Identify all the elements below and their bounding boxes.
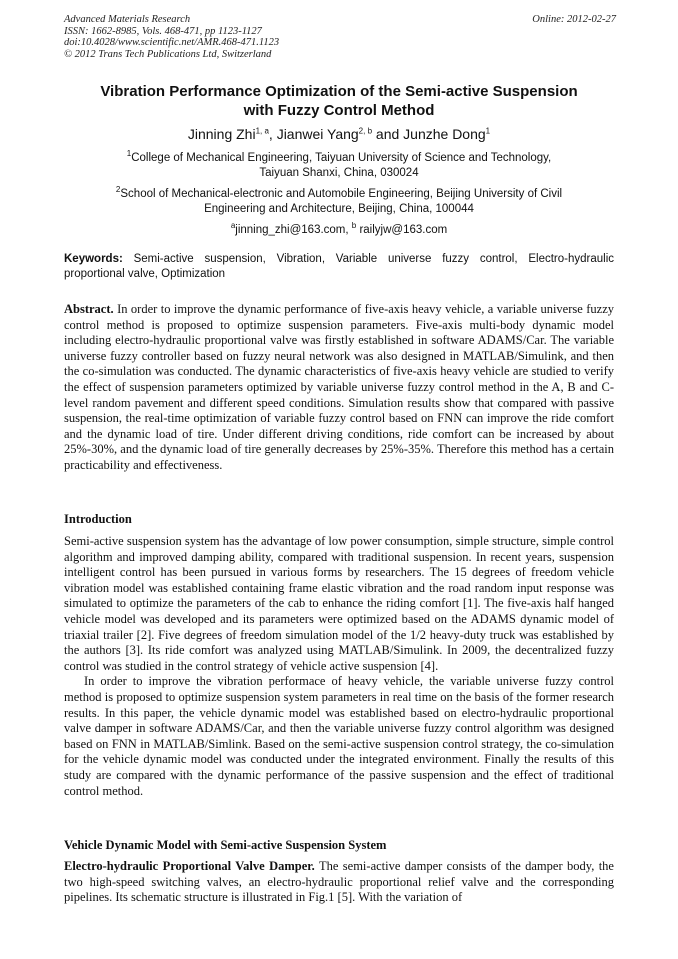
keywords-text: Semi-active suspension, Vibration, Variable universe fuzzy control, Electro-hydraulic proportional valve, Optimization	[64, 253, 614, 280]
email-b[interactable]: railyjw@163.com	[356, 224, 448, 236]
email-a[interactable]: jinning_zhi@163.com,	[235, 224, 352, 236]
author-separator: and	[372, 126, 404, 142]
introduction-paragraph-1: Semi-active suspension system has the advantage of low power consumption, simple structure, simple control algorithm and improved damping ability, compared with traditional suspension. In recent years, suspension intelligent control has been pursued in various forms by researchers. The 15 degrees of freedom vehicle vibration model was established containing frame elastic vibration and the road random input response was simulated to optimize the parameters of the cab to enhance the riding comfort [1]. The five-axis half hanged vehicle model was developed and its parameters were optimized based on the ADAMS dynamic model of triaxial trailer [2]. Five degrees of freedom simulation model of the 1/2 heavy-duty truck was established by the authors [3]. Its ride comfort was analyzed using MATLAB/Simulink. In 2009, the decentralized fuzzy control was studied in the control strategy of vehicle active suspension [4].	[64, 534, 614, 673]
author-1: Jinning Zhi	[187, 126, 256, 142]
affiliation-2	[0, 187, 678, 217]
author-1-sup: 1, a	[255, 126, 269, 136]
email-b-sup: b	[351, 221, 357, 231]
affiliation-1-line-2: Taiyuan Shanxi, China, 030024	[259, 167, 419, 179]
affiliation-1-sup: 1	[126, 149, 132, 159]
abstract	[64, 302, 614, 474]
vehicle-subsection-label: Electro-hydraulic Proportional Valve Damper.	[64, 859, 315, 873]
doi-line[interactable]: doi:10.4028/www.scientific.net/AMR.468-471.1123	[64, 37, 280, 48]
author-list	[0, 125, 678, 143]
email-a-sup: a	[230, 221, 236, 231]
vehicle-section-text: The semi-active damper consists of the damper body, the two high-speed switching valves, an electro-hydraulic proportional relief valve and the corresponding pipelines. Its schematic structure is illustrated in Fig.1 [5]. With the variation of	[64, 859, 614, 905]
abstract-label: Abstract.	[64, 302, 114, 316]
title-line-1: Vibration Performance Optimization of the Semi-active Suspension	[100, 83, 578, 100]
title-line-2: with Fuzzy Control Method	[243, 102, 435, 119]
introduction-body	[64, 534, 614, 799]
author-emails	[0, 223, 678, 238]
affiliation-2-line-1: School of Mechanical-electronic and Automobile Engineering, Beijing University of Civil	[120, 188, 563, 200]
affiliation-1	[0, 151, 678, 181]
affiliation-1-line-1: College of Mechanical Engineering, Taiyuan University of Science and Technology,	[131, 152, 552, 164]
author-2: Jianwei Yang	[276, 126, 359, 142]
author-separator: ,	[268, 126, 277, 142]
affiliation-2-line-2: Engineering and Architecture, Beijing, China, 100044	[204, 203, 474, 215]
online-date: Online: 2012-02-27	[532, 14, 616, 25]
copyright-line: © 2012 Trans Tech Publications Ltd, Switzerland	[64, 48, 272, 60]
keywords	[64, 252, 614, 282]
author-3-sup: 1	[485, 126, 491, 136]
vehicle-section-heading: Vehicle Dynamic Model with Semi-active Suspension System	[64, 838, 387, 852]
affiliation-2-sup: 2	[115, 185, 121, 195]
issn-line: ISSN: 1662-8985, Vols. 468-471, pp 1123-1127	[64, 25, 262, 37]
abstract-text: In order to improve the dynamic performance of five-axis heavy vehicle, a variable universe fuzzy control method is proposed to optimize suspension parameters. Five-axis multi-body dynamic model including electro-hydraulic proportional valve was firstly established in software ADAMS/Car. The variable universe fuzzy controller based on fuzzy neural network was also designed in MATLAB/Simulink, and then the co-simulation was conducted. The dynamic characteristics of five-axis heavy vehicle are studied to verify the effect of suspension parameters optimized by variable universe fuzzy control method in the A, B and C-level random pavement and different speed conditions. Simulation results show that compared with passive suspension, the real-time optimization of variable fuzzy control based on FNN can improve the ride comfort and the dynamic load of tire. Under different driving conditions, ride comfort can be increased by about 25%-30%, and the dynamic load of tire generally decreases by 25%-35%. Therefore this method has a certain practicability and effectiveness.	[64, 302, 614, 472]
journal-header	[64, 14, 279, 60]
author-2-sup: 2, b	[358, 126, 373, 136]
introduction-heading: Introduction	[64, 512, 132, 526]
paper-title	[0, 82, 678, 120]
journal-name: Advanced Materials Research	[64, 14, 191, 25]
author-3: Junzhe Dong	[403, 126, 486, 142]
keywords-label: Keywords:	[64, 253, 123, 265]
vehicle-section-body	[64, 859, 614, 906]
introduction-paragraph-2: In order to improve the vibration performace of heavy vehicle, the variable universe fuzzy control method is proposed to optimize suspension system parameters in real time on the basis of the former research results. In this paper, the vehicle dynamic model was established based on electro-hydraulic proportional valve damper in software ADAMS/Car, and then the variable universe fuzzy control algorithm was designed based on FNN in MATLAB/Simlink. Based on the semi-active suspension control strategy, the co-simulation for the vehicle dynamic model was conducted under the integrated environment. Finally the results of this study are compared with the dynamic performance of the passive suspension and the effect of traditional control method.	[64, 674, 614, 798]
